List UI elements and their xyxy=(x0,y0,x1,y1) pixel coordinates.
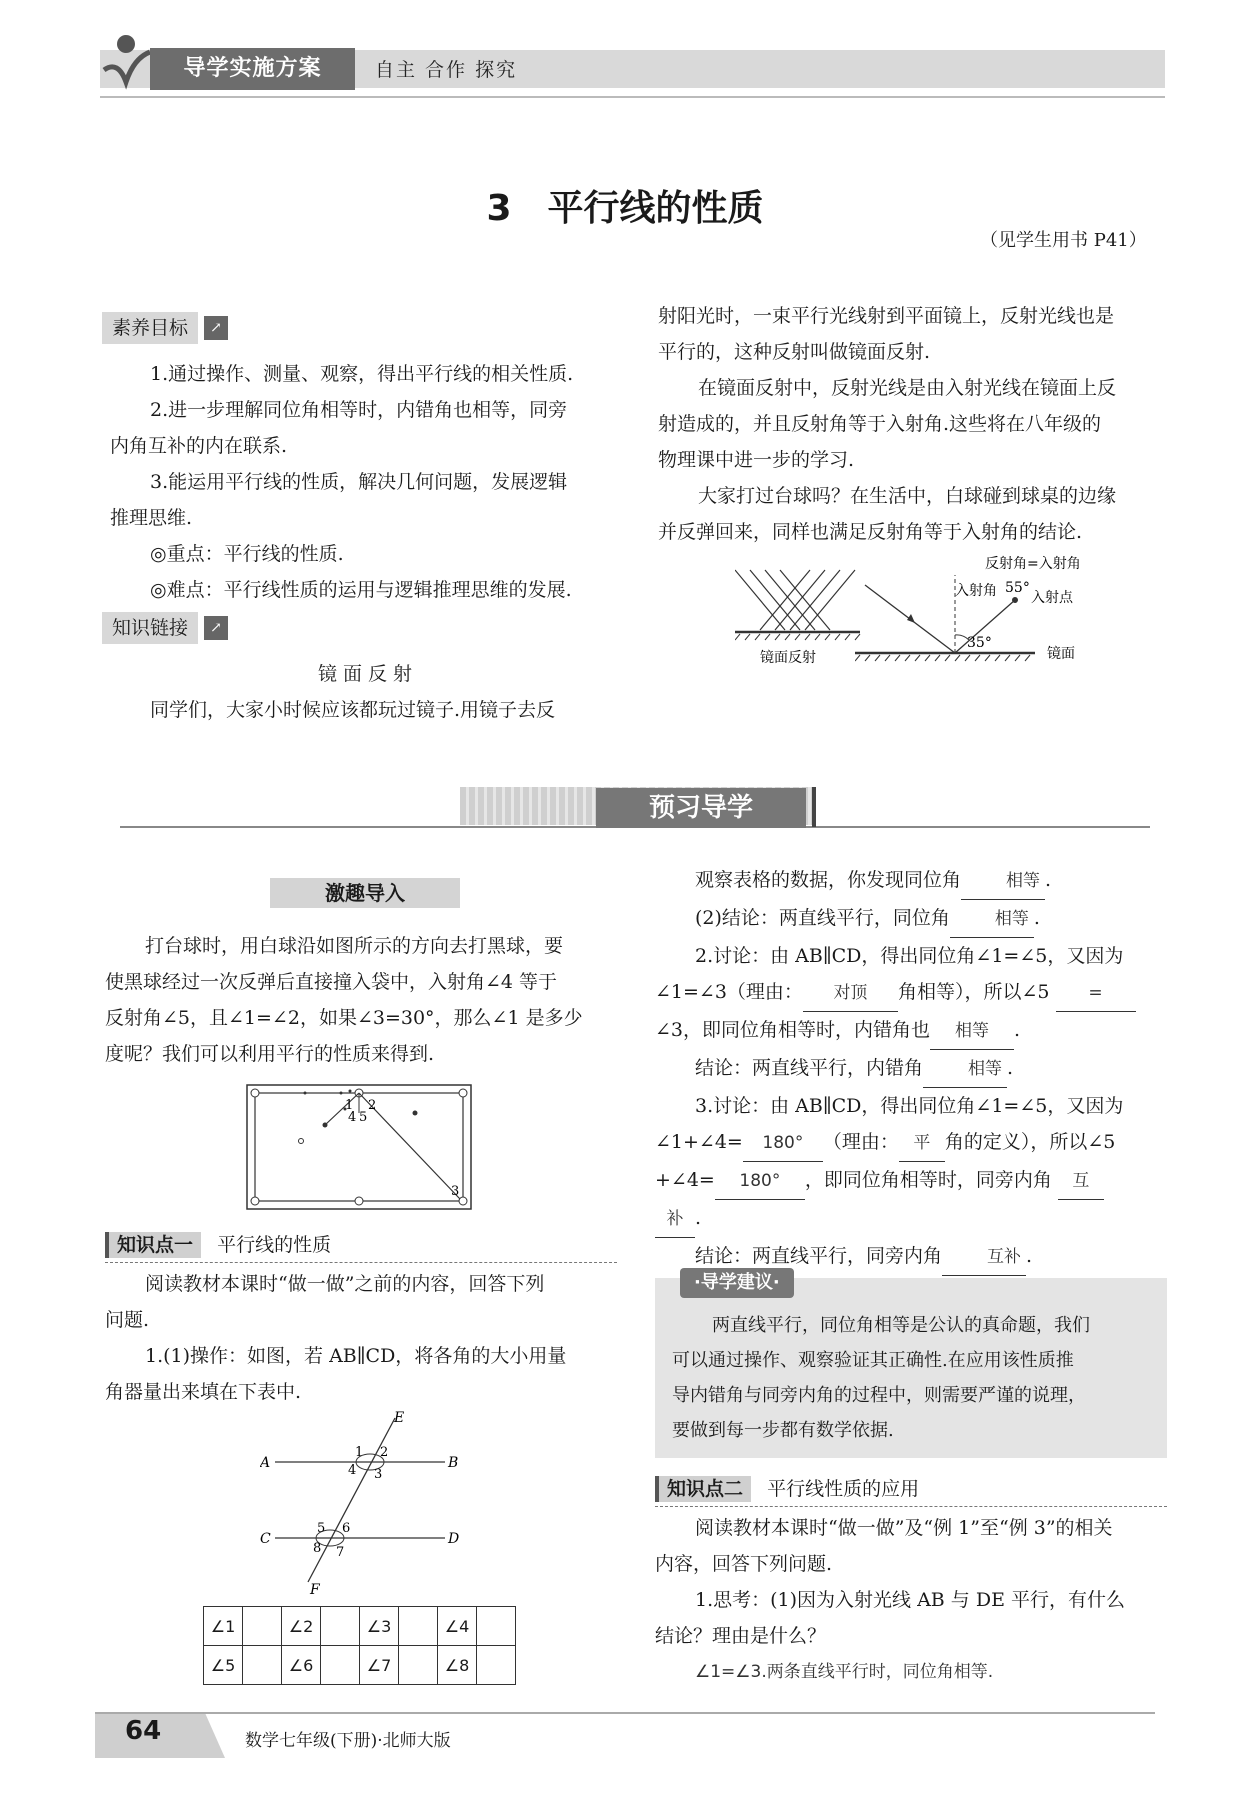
incident-point-label: 入射点 xyxy=(1031,590,1073,606)
text-line: 反射角∠5，且∠1=∠2，如果∠3=30°，那么∠1 是多少 xyxy=(105,1007,583,1029)
fig-angle-7: 7 xyxy=(336,1545,345,1560)
answer-blank[interactable]: 相等 xyxy=(961,863,1045,900)
logo-icon xyxy=(98,30,154,90)
table-cell-input[interactable] xyxy=(399,1646,438,1685)
fig-angle-5: 5 xyxy=(317,1521,326,1536)
table-row xyxy=(204,1607,516,1646)
incident-angle-label: 入射角 xyxy=(955,583,997,599)
link-heading: 镜 面 反 射 xyxy=(317,663,413,685)
answer-blank[interactable]: 180° xyxy=(743,1125,823,1162)
text-line: 大家打过台球吗？在生活中，白球碰到球桌的边缘 xyxy=(698,485,1117,507)
goals-tag-label: 素养目标 xyxy=(102,312,198,344)
angle-55-label: 55° xyxy=(1005,580,1030,596)
kp2-tag xyxy=(655,1474,919,1501)
section-title: 预习导学 xyxy=(596,788,806,828)
header-banner: 导学实施方案 xyxy=(150,48,355,90)
fig-label-C: C xyxy=(260,1531,271,1547)
header-tags: 自主 合作 探究 xyxy=(375,59,518,81)
billiard-table-figure xyxy=(245,1083,475,1213)
text-line: 阅读教材本课时“做一做”之前的内容，回答下列 xyxy=(145,1273,545,1295)
goals-list xyxy=(110,356,620,608)
link-tag xyxy=(102,612,228,644)
text-line: 结论？理由是什么？ xyxy=(655,1625,827,1647)
goal-item: 内角互补的内在联系. xyxy=(110,435,288,457)
text-line: ∠3，即同位角相等时，内错角也 相等 . xyxy=(655,1012,1170,1050)
text-line: 结论：两直线平行，同旁内角 互补 . xyxy=(655,1238,1170,1276)
arrow-icon: ↗ xyxy=(204,316,228,340)
section-bar xyxy=(812,787,816,827)
mirror-text xyxy=(658,298,1170,550)
fig-label-B: B xyxy=(448,1455,459,1471)
header-rule xyxy=(100,96,1165,98)
billiard-label-4: 4 xyxy=(348,1110,357,1125)
parallel-lines-figure xyxy=(260,1410,480,1600)
answer-blank[interactable]: 互 xyxy=(1058,1163,1104,1200)
kp2-tag-label: 知识点二 xyxy=(655,1476,751,1502)
table-cell: ∠8 xyxy=(438,1646,477,1685)
fig-angle-1: 1 xyxy=(355,1445,364,1460)
text-line: 1.(1)操作：如图，若 AB∥CD，将各角的大小用量 xyxy=(145,1345,567,1367)
answer-blank[interactable]: = xyxy=(1056,975,1136,1012)
fig-angle-2: 2 xyxy=(380,1445,389,1460)
kp2-title: 平行线性质的应用 xyxy=(767,1478,920,1500)
text-line: 补 . xyxy=(655,1200,1170,1238)
angle-35-label: 35° xyxy=(967,635,992,651)
table-cell-input[interactable] xyxy=(243,1607,282,1646)
text-line: 2.讨论：由 AB∥CD，得出同位角∠1=∠5，又因为 xyxy=(695,945,1124,967)
kp1-tag-label: 知识点一 xyxy=(105,1232,201,1258)
text-line: 射造成的，并且反射角等于入射角.这些将在八年级的 xyxy=(658,413,1102,435)
billiard-label-5: 5 xyxy=(359,1110,368,1125)
text-line: 问题. xyxy=(105,1309,150,1331)
goal-focus: ◎重点：平行线的性质. xyxy=(150,543,344,565)
answer-blank[interactable]: 平 xyxy=(899,1125,945,1162)
fig-angle-6: 6 xyxy=(342,1521,351,1536)
footer-rule xyxy=(95,1712,1155,1714)
text-line: 平行的，这种反射叫做镜面反射. xyxy=(658,341,931,363)
suggestion-tag: ·导学建议· xyxy=(680,1268,794,1298)
answer-blank[interactable]: 相等 xyxy=(930,1013,1014,1050)
fig-label-D: D xyxy=(448,1531,460,1547)
kp1-rule xyxy=(105,1262,617,1264)
mirror-reflection-figure xyxy=(735,560,865,670)
table-row xyxy=(204,1646,516,1685)
goal-item: 推理思维. xyxy=(110,507,193,529)
page-number: 64 xyxy=(125,1716,162,1746)
mirror-label: 镜面 xyxy=(1047,646,1075,662)
angle-table xyxy=(203,1606,516,1685)
kp2-rule xyxy=(655,1506,1167,1508)
table-cell: ∠3 xyxy=(360,1607,399,1646)
text-line: +∠4= 180° ，即同位角相等时，同旁内角 互 xyxy=(655,1162,1170,1200)
text-line: 使黑球经过一次反弹后直接撞入袋中，入射角∠4 等于 xyxy=(105,971,558,993)
table-cell: ∠4 xyxy=(438,1607,477,1646)
text-line: 3.讨论：由 AB∥CD，得出同位角∠1=∠5，又因为 xyxy=(695,1095,1124,1117)
table-cell: ∠6 xyxy=(282,1646,321,1685)
answer-blank[interactable]: 互补 xyxy=(942,1239,1026,1276)
book-title: 数学七年级(下册)·北师大版 xyxy=(245,1731,451,1751)
billiard-label-3: 3 xyxy=(451,1184,460,1199)
incident-angle-figure xyxy=(855,550,1095,670)
arrow-icon: ↗ xyxy=(204,616,228,640)
billiard-label-2: 2 xyxy=(368,1098,377,1113)
text-line: 并反弹回来，同样也满足反射角等于入射角的结论. xyxy=(658,521,1083,543)
text-line: 度呢？我们可以利用平行的性质来得到. xyxy=(105,1043,435,1065)
link-text: 同学们，大家小时候应该都玩过镜子.用镜子去反 xyxy=(150,699,556,721)
table-cell-input[interactable] xyxy=(321,1607,360,1646)
kp1-text xyxy=(105,1266,617,1410)
table-cell-input[interactable] xyxy=(243,1646,282,1685)
table-cell-input[interactable] xyxy=(477,1646,516,1685)
intro-text xyxy=(105,928,617,1072)
table-cell-input[interactable] xyxy=(399,1607,438,1646)
text-line: 射阳光时，一束平行光线射到平面镜上，反射光线也是 xyxy=(658,305,1115,327)
text-line: 两直线平行，同位角相等是公认的真命题，我们 xyxy=(712,1315,1090,1336)
link-tag-label: 知识链接 xyxy=(102,612,198,644)
fig-angle-3: 3 xyxy=(374,1467,383,1482)
reflection-equation: 反射角=入射角 xyxy=(985,556,1081,572)
text-line: 可以通过操作、观察验证其正确性.在应用该性质推 xyxy=(672,1350,1074,1371)
text-line: 要做到每一步都有数学依据. xyxy=(672,1420,894,1441)
kp1-tag xyxy=(105,1230,331,1257)
text-line: 物理课中进一步的学习. xyxy=(658,449,855,471)
text-line: 在镜面反射中，反射光线是由入射光线在镜面上反 xyxy=(698,377,1117,399)
goal-item: 1.通过操作、测量、观察，得出平行线的相关性质. xyxy=(150,363,574,385)
goal-item: 3.能运用平行线的性质，解决几何问题，发展逻辑 xyxy=(150,471,568,493)
text-line: 结论：两直线平行，内错角 相等 . xyxy=(655,1050,1170,1088)
mirror-caption: 镜面反射 xyxy=(760,650,816,666)
fig-label-F: F xyxy=(310,1582,320,1598)
text-line: ∠1+∠4= 180° （理由： 平 角的定义），所以∠5 xyxy=(655,1124,1170,1162)
text-line: 角器量出来填在下表中. xyxy=(105,1381,302,1403)
table-cell-input[interactable] xyxy=(477,1607,516,1646)
table-cell: ∠5 xyxy=(204,1646,243,1685)
table-cell: ∠7 xyxy=(360,1646,399,1685)
text-line: 导内错角与同旁内角的过程中，则需要严谨的说理， xyxy=(672,1385,1086,1406)
fig-angle-4: 4 xyxy=(348,1463,357,1478)
page-title: 3 平行线的性质 xyxy=(486,188,764,229)
intro-heading: 激趣导入 xyxy=(270,878,460,908)
right-answers xyxy=(655,862,1170,1276)
suggestion-text xyxy=(672,1308,1157,1448)
text-line: 1.思考：(1)因为入射光线 AB 与 DE 平行，有什么 xyxy=(695,1589,1125,1611)
text-line: (2)结论：两直线平行，同位角 相等 . xyxy=(655,900,1170,938)
fig-label-E: E xyxy=(394,1410,405,1426)
table-cell-input[interactable] xyxy=(321,1646,360,1685)
goal-item: 2.进一步理解同位角相等时，内错角也相等，同旁 xyxy=(150,399,568,421)
answer-blank[interactable]: 补 xyxy=(655,1201,695,1238)
answer-blank[interactable]: 相等 xyxy=(923,1051,1007,1088)
table-cell: ∠2 xyxy=(282,1607,321,1646)
fig-angle-8: 8 xyxy=(313,1541,322,1556)
book-reference: （见学生用书 P41） xyxy=(980,230,1147,251)
fig-label-A: A xyxy=(260,1455,271,1471)
text-line: 阅读教材本课时“做一做”及“例 1”至“例 3”的相关 xyxy=(695,1517,1113,1539)
answer-blank[interactable]: 对顶 xyxy=(803,975,898,1012)
text-line: 观察表格的数据，你发现同位角 相等 . xyxy=(655,862,1170,900)
text-line: 内容，回答下列问题. xyxy=(655,1553,833,1575)
kp2-answer: ∠1=∠3.两条直线平行时，同位角相等. xyxy=(695,1662,994,1682)
text-line: ∠1=∠3（理由： 对顶 角相等），所以∠5 = xyxy=(655,974,1170,1012)
text-line: 打台球时，用白球沿如图所示的方向去打黑球，要 xyxy=(145,935,564,957)
billiard-label-1: 1 xyxy=(345,1098,354,1113)
goal-difficulty: ◎难点：平行线性质的运用与逻辑推理思维的发展. xyxy=(150,579,572,601)
table-cell: ∠1 xyxy=(204,1607,243,1646)
answer-blank[interactable]: 相等 xyxy=(950,901,1034,938)
kp1-title: 平行线的性质 xyxy=(217,1234,332,1256)
kp2-text xyxy=(655,1510,1170,1690)
answer-blank[interactable]: 180° xyxy=(715,1163,805,1200)
goals-tag xyxy=(102,312,228,344)
